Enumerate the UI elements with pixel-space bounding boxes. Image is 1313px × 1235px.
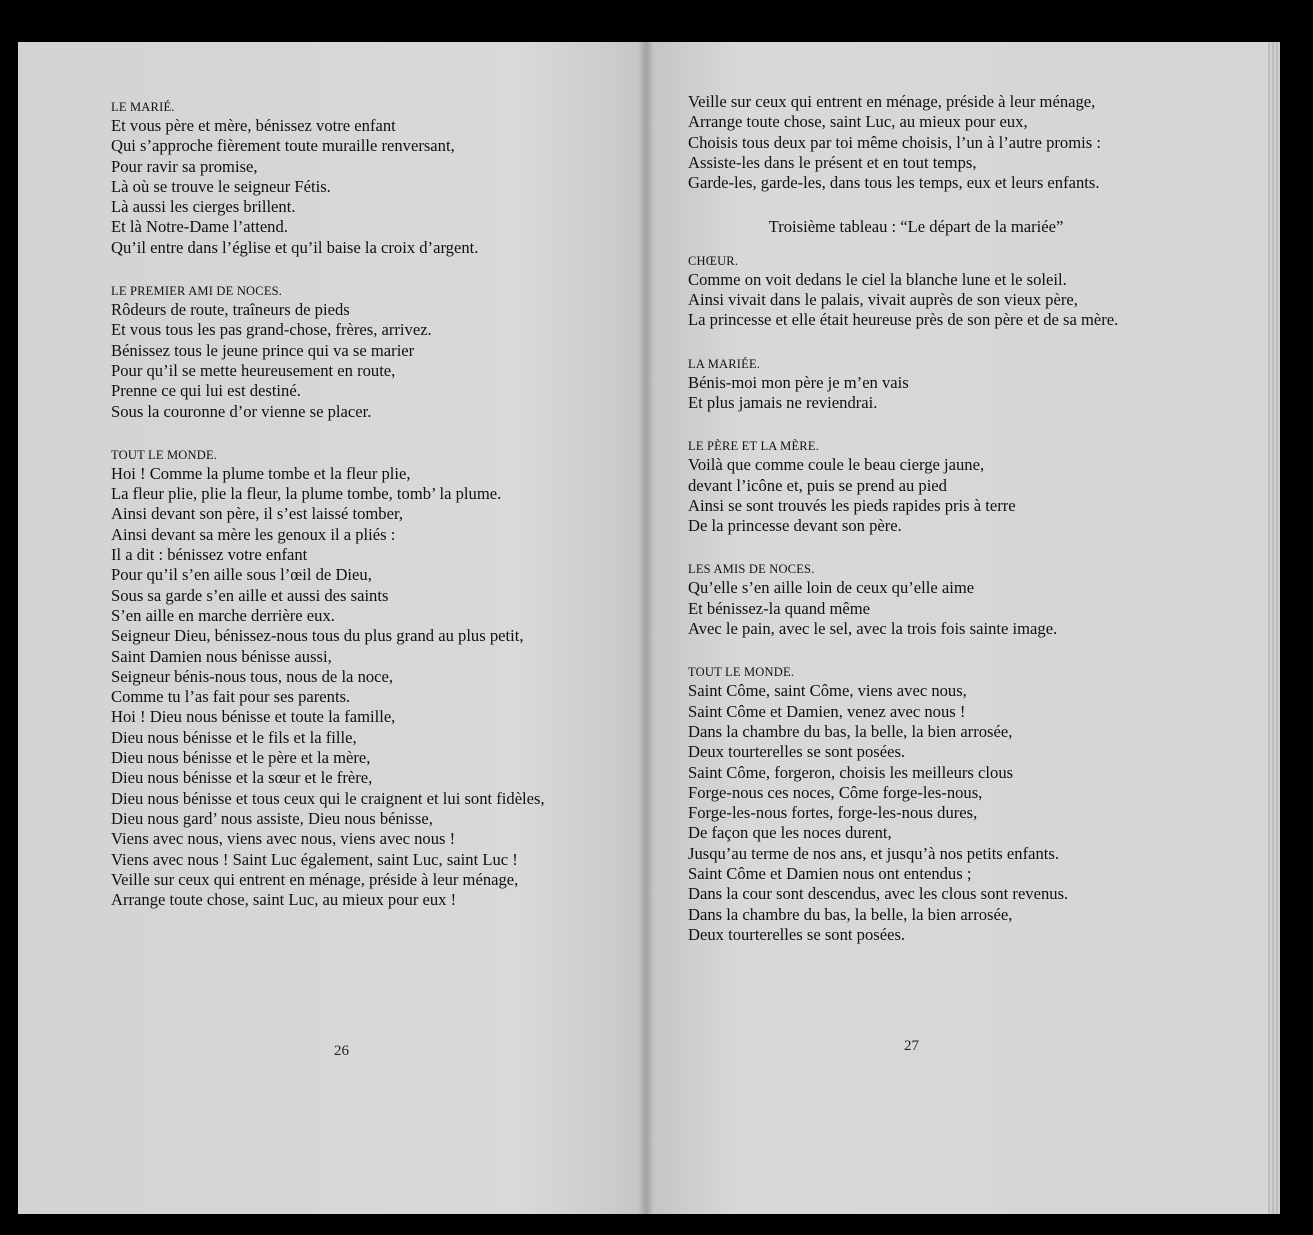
- verse-line: S’en aille en marche derrière eux.: [111, 605, 335, 625]
- verse-line: De façon que les noces durent,: [688, 823, 892, 843]
- verse-line: Et bénissez-la quand même: [688, 598, 871, 618]
- tableau-title: Troisième tableau : “Le départ de la mariée”: [768, 217, 1064, 237]
- verse-line: Bénis-moi mon père je m’en vais: [688, 372, 909, 392]
- verse-line: Hoi ! Dieu nous bénisse et toute la famille,: [111, 707, 396, 727]
- verse-line: Veille sur ceux qui entrent en ménage, préside à leur ménage,: [111, 869, 519, 889]
- verse-line: Dieu nous gard’ nous assiste, Dieu nous bénisse,: [111, 808, 433, 828]
- verse-line: Voilà que comme coule le beau cierge jaune,: [688, 455, 985, 475]
- verse-line: Saint Côme, saint Côme, viens avec nous,: [688, 681, 967, 701]
- verse-line: Bénissez tous le jeune prince qui va se marier: [111, 340, 415, 360]
- verse-line: Assiste-les dans le présent et en tout temps,: [688, 152, 977, 172]
- verse-line: Viens avec nous, viens avec nous, viens avec nous !: [111, 829, 456, 849]
- right-page-text: [688, 92, 1144, 945]
- verse-line: Saint Damien nous bénisse aussi,: [111, 646, 332, 666]
- verse-line: Pour qu’il s’en aille sous l’œil de Dieu,: [111, 565, 372, 585]
- verse-line: Avec le pain, avec le sel, avec la trois fois sainte image.: [688, 619, 1058, 639]
- verse-line: Saint Côme, forgeron, choisis les meilleurs clous: [688, 762, 1014, 782]
- verse-line: Seigneur bénis-nous tous, nous de la noce,: [111, 666, 394, 686]
- page-number: 26: [334, 1043, 349, 1059]
- verse-line: La fleur plie, plie la fleur, la plume tombe, tomb’ la plume.: [111, 484, 502, 504]
- verse-line: La princesse et elle était heureuse près de son père et de sa mère.: [688, 310, 1119, 330]
- verse-line: Hoi ! Comme la plume tombe et la fleur plie,: [111, 463, 411, 483]
- verse-line: Et vous tous les pas grand-chose, frères, arrivez.: [111, 320, 432, 340]
- verse-line: Et plus jamais ne reviendrai.: [688, 392, 878, 412]
- page-number: 27: [904, 1038, 919, 1054]
- verse-line: Jusqu’au terme de nos ans, et jusqu’à nos petits enfants.: [688, 843, 1059, 863]
- verse-line: Dans la chambre du bas, la belle, la bien arrosée,: [688, 904, 1013, 924]
- verse-line: Ainsi devant sa mère les genoux il a pliés :: [111, 524, 396, 544]
- verse-line: Dieu nous bénisse et tous ceux qui le craignent et lui sont fidèles,: [111, 788, 545, 808]
- verse-line: Qu’elle s’en aille loin de ceux qu’elle aime: [688, 578, 975, 598]
- verse-line: Veille sur ceux qui entrent en ménage, préside à leur ménage,: [688, 92, 1096, 111]
- verse-line: Qu’il entre dans l’église et qu’il baise la croix d’argent.: [111, 237, 479, 257]
- verse-line: Pour ravir sa promise,: [111, 156, 258, 176]
- verse-line: Seigneur Dieu, bénissez-nous tous du plus grand au plus petit,: [111, 626, 524, 646]
- verse-line: Choisis tous deux par toi même choisis, l’un à l’autre promis :: [688, 132, 1101, 152]
- speaker-label: TOUT LE MONDE.: [688, 665, 795, 680]
- verse-line: Arrange toute chose, saint Luc, au mieux pour eux,: [688, 112, 1028, 132]
- verse-line: Saint Côme et Damien nous ont entendus ;: [688, 864, 972, 884]
- speaker-label: LE PREMIER AMI DE NOCES.: [111, 284, 283, 299]
- verse-line: devant l’icône et, puis se prend au pied: [688, 475, 947, 495]
- verse-line: Ainsi devant son père, il s’est laissé tomber,: [111, 504, 403, 524]
- verse-line: Ainsi vivait dans le palais, vivait auprès de son vieux père,: [688, 290, 1078, 310]
- verse-line: De la princesse devant son père.: [688, 516, 902, 536]
- speaker-label: LES AMIS DE NOCES.: [688, 562, 815, 577]
- verse-line: Et vous père et mère, bénissez votre enfant: [111, 116, 396, 135]
- verse-line: Rôdeurs de route, traîneurs de pieds: [111, 300, 350, 320]
- verse-line: Garde-les, garde-les, dans tous les temps, eux et leurs enfants.: [688, 173, 1100, 193]
- speaker-label: CHŒUR.: [688, 253, 739, 268]
- verse-line: Forge-nous ces noces, Côme forge-les-nous,: [688, 782, 983, 802]
- verse-line: Il a dit : bénissez votre enfant: [111, 545, 308, 565]
- verse-line: Comme on voit dedans le ciel la blanche lune et le soleil.: [688, 269, 1067, 289]
- verse-line: Viens avec nous ! Saint Luc également, saint Luc, saint Luc !: [111, 849, 518, 869]
- speaker-label: TOUT LE MONDE.: [111, 447, 218, 462]
- verse-line: Pour qu’il se mette heureusement en route,: [111, 360, 396, 380]
- verse-line: Arrange toute chose, saint Luc, au mieux pour eux !: [111, 890, 457, 910]
- verse-line: Deux tourterelles se sont posées.: [688, 924, 906, 944]
- verse-line: Dieu nous bénisse et la sœur et le frère,: [111, 768, 373, 788]
- verse-line: Là où se trouve le seigneur Fétis.: [111, 176, 331, 196]
- verse-line: Comme tu l’as fait pour ses parents.: [111, 687, 351, 707]
- verse-line: Prenne ce qui lui est destiné.: [111, 381, 301, 401]
- verse-line: Et là Notre-Dame l’attend.: [111, 217, 288, 237]
- verse-line: Dieu nous bénisse et le fils et la fille,: [111, 727, 357, 747]
- verse-line: Dans la chambre du bas, la belle, la bien arrosée,: [688, 721, 1013, 741]
- verse-line: Deux tourterelles se sont posées.: [688, 742, 906, 762]
- verse-line: Qui s’approche fièrement toute muraille renversant,: [111, 136, 455, 156]
- verse-line: Sous sa garde s’en aille et aussi des saints: [111, 585, 389, 605]
- verse-line: Dans la cour sont descendus, avec les clous sont revenus.: [688, 884, 1069, 904]
- verse-line: Saint Côme et Damien, venez avec nous !: [688, 701, 966, 721]
- book-gutter: [638, 42, 654, 1214]
- speaker-label: LE PÈRE ET LA MÈRE.: [688, 439, 819, 454]
- verse-line: Là aussi les cierges brillent.: [111, 197, 296, 217]
- speaker-label: LE MARIÉ.: [111, 100, 175, 114]
- verse-line: Dieu nous bénisse et le père et la mère,: [111, 748, 371, 768]
- speaker-label: LA MARIÉE.: [688, 356, 761, 371]
- left-page-text: [111, 98, 571, 910]
- verse-line: Ainsi se sont trouvés les pieds rapides pris à terre: [688, 495, 1016, 515]
- page-edge: [1268, 42, 1280, 1214]
- verse-line: Sous la couronne d’or vienne se placer.: [111, 401, 372, 421]
- verse-line: Forge-les-nous fortes, forge-les-nous dures,: [688, 803, 978, 823]
